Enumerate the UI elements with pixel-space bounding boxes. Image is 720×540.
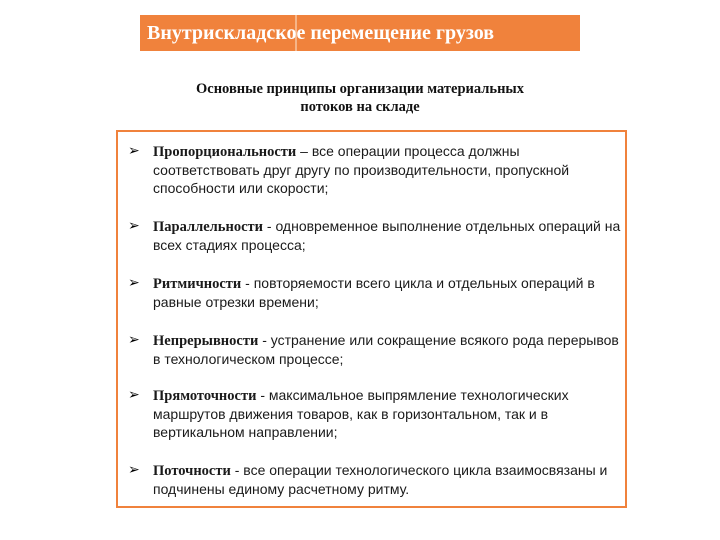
arrow-bullet-icon: ➢: [128, 275, 140, 291]
arrow-bullet-icon: ➢: [128, 332, 140, 348]
principle-description: - устранение или сокращение всякого рода перерывов в технологическом процессе;: [153, 332, 619, 367]
principle-text: [153, 274, 623, 311]
arrow-bullet-icon: ➢: [128, 143, 140, 159]
principle-text: [153, 217, 623, 254]
principle-description: - повторяемости всего цикла и отдельных операций в равные отрезки времени;: [153, 275, 595, 310]
arrow-bullet-icon: ➢: [128, 387, 140, 403]
principle-description: - все операции технологического цикла взаимосвязаны и подчинены единому расчетному ритму.: [153, 462, 608, 497]
principle-term: Ритмичности: [153, 276, 242, 292]
slide-title: Внутрискладское перемещение грузов: [147, 22, 495, 44]
principle-term: Пропорциональности: [153, 144, 297, 160]
arrow-bullet-icon: ➢: [128, 218, 140, 234]
principle-text: [153, 386, 623, 441]
principles-list: [116, 130, 627, 508]
subtitle-line-2: потоков на складе: [300, 99, 420, 115]
slide-subtitle: [140, 80, 580, 116]
principle-text: [153, 142, 623, 197]
principle-term: Непрерывности: [153, 333, 259, 349]
principle-description: - одновременное выполнение отдельных операций на всех стадиях процесса;: [153, 218, 621, 253]
principle-term: Прямоточности: [153, 388, 257, 404]
principle-term: Параллельности: [153, 219, 263, 235]
principle-description: - максимальное выпрямление технологических маршрутов движения товаров, как в горизонтальном, так и в вертикальном направлении;: [153, 387, 569, 440]
principle-description: – все операции процесса должны соответствовать друг другу по производительности, пропускной способности или скорости;: [153, 143, 570, 196]
principle-term: Поточности: [153, 463, 231, 479]
principle-text: [153, 461, 623, 498]
subtitle-line-1: Основные принципы организации материальных: [195, 81, 525, 97]
arrow-bullet-icon: ➢: [128, 462, 140, 478]
title-banner: [140, 15, 580, 51]
principle-text: [153, 331, 623, 368]
